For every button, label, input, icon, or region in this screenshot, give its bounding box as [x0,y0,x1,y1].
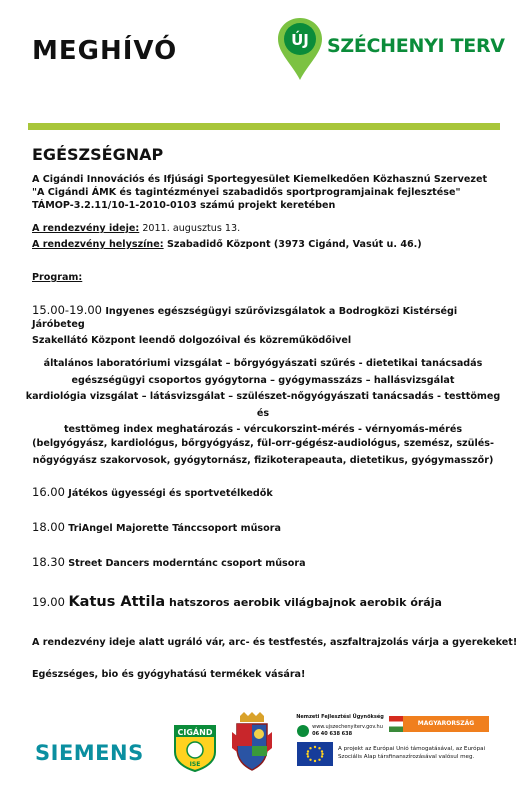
intro-line-2: "A Cigándi ÁMK és tagintézményei szabadidős sportprogramjainak fejlesztése" [32,187,461,198]
schedule-text: Street Dancers moderntánc csoport műsora [64,558,306,569]
intro-block [32,173,502,212]
date-label: A rendezvény ideje: [32,223,140,234]
specialists-block [18,436,508,469]
schedule-text: Játékos ügyességi és sportvetélkedők [64,488,273,499]
intro-line-3: TÁMOP-3.2.11/10-1-2010-0103 számú projekt keretében [32,200,336,211]
siemens-logo: SIEMENS [35,741,144,765]
place-value: Szabadidő Központ (3973 Cigánd, Vasút u. 46.) [163,239,422,250]
services-block [18,356,508,439]
nfu-phone: 06 40 638 638 [312,731,353,737]
club-name: CIGÁND [177,728,213,737]
program-time: 15.00-19.00 [32,303,102,317]
eu-flag-icon [297,742,333,766]
highlight-time: 19.00 [32,595,65,609]
szechenyi-pin-icon [278,18,322,80]
schedule-time: 16.00 [32,485,65,499]
services-line: egészségügyi csoportos gyógytorna – gyógymasszázs – hallásvizsgálat [71,374,455,386]
program-label: Program: [32,272,83,283]
highlight-name: Katus Attila [68,594,166,610]
schedule-time: 18.00 [32,520,65,534]
date-value: 2011. augusztus 13. [139,223,241,234]
closing-line-1: A rendezvény ideje alatt ugráló vár, arc- és testfestés, aszfaltrajzolás várja a gyerekeket! [32,637,518,648]
logo-badge: ÚJ [291,31,309,49]
schedule-item [32,556,306,570]
club-sub: ISE [189,761,201,768]
services-line: testtömeg index meghatározás - vércukorszint-mérés - vérnyomás-mérés [63,424,463,435]
intro-line-1: A Cigándi Innovációs és Ifjúsági Sportegyesület Kiemelkedően Közhasznú Szervezet [32,174,488,185]
eu-text [338,745,506,761]
place-label: A rendezvény helyszíne: [32,239,164,250]
eu-text-2: Szociális Alap társfinanszírozásával valósul meg. [338,754,475,760]
highlight-item [32,594,442,610]
page-title: MEGHÍVÓ [32,36,178,66]
hu-banner-text: MAGYARORSZÁG MEGÚJUL [403,716,489,732]
logo-text: SZÉCHENYI TERV [327,35,505,57]
hu-banner [389,716,489,743]
services-line: kardiológia vizsgálat – látásvizsgálat – szülészet-nőgyógyászati tanácsadás - testtömeg és [25,391,501,419]
program-item [32,304,502,347]
services-line: általános laboratóriumi vizsgálat – bőrgyógyászati szűrés - dietetikai tanácsadás [43,358,483,369]
nfu-name: Nemzeti Fejlesztési Ügynökség [296,714,384,720]
schedule-item [32,521,281,535]
divider-bar [28,123,500,130]
schedule-time: 18.30 [32,555,65,569]
hungary-flag-icon [389,716,403,732]
schedule-text: TriAngel Majorette Tánccsoport műsora [64,523,281,534]
event-date [32,222,240,235]
schedule-item [32,486,273,500]
subtitle: EGÉSZSÉGNAP [32,145,164,164]
closing-line-2: Egészséges, bio és gyógyhatású termékek vására! [32,669,306,680]
program-text: Ingyenes egészségügyi szűrővizsgálatok a Bodrogközi Kistérségi Járóbeteg [32,306,458,330]
eu-text-1: A projekt az Európai Unió támogatásával, az Európai [338,746,486,752]
highlight-text: hatszoros aerobik világbajnok aerobik órája [165,596,442,609]
nfu-logo-icon [297,725,309,737]
specialists-line: nőgyógyász szakorvosok, gyógytornász, fizikoterapeauta, dietetikus, gyógymasszőr) [32,454,494,466]
nfu-block [292,714,388,738]
nfu-url: www.ujszechenyiterv.gov.hu [312,724,383,730]
event-place [32,238,422,251]
coat-of-arms-icon [232,712,272,772]
club-crest-icon [172,722,218,772]
specialists-line: (belgyógyász, kardiológus, bőrgyógyász, fül-orr-gégész-audiológus, szemész, szülés- [32,438,494,449]
program-text-2: Szakellátó Központ leendő dolgozóival és közreműködőivel [32,335,352,346]
